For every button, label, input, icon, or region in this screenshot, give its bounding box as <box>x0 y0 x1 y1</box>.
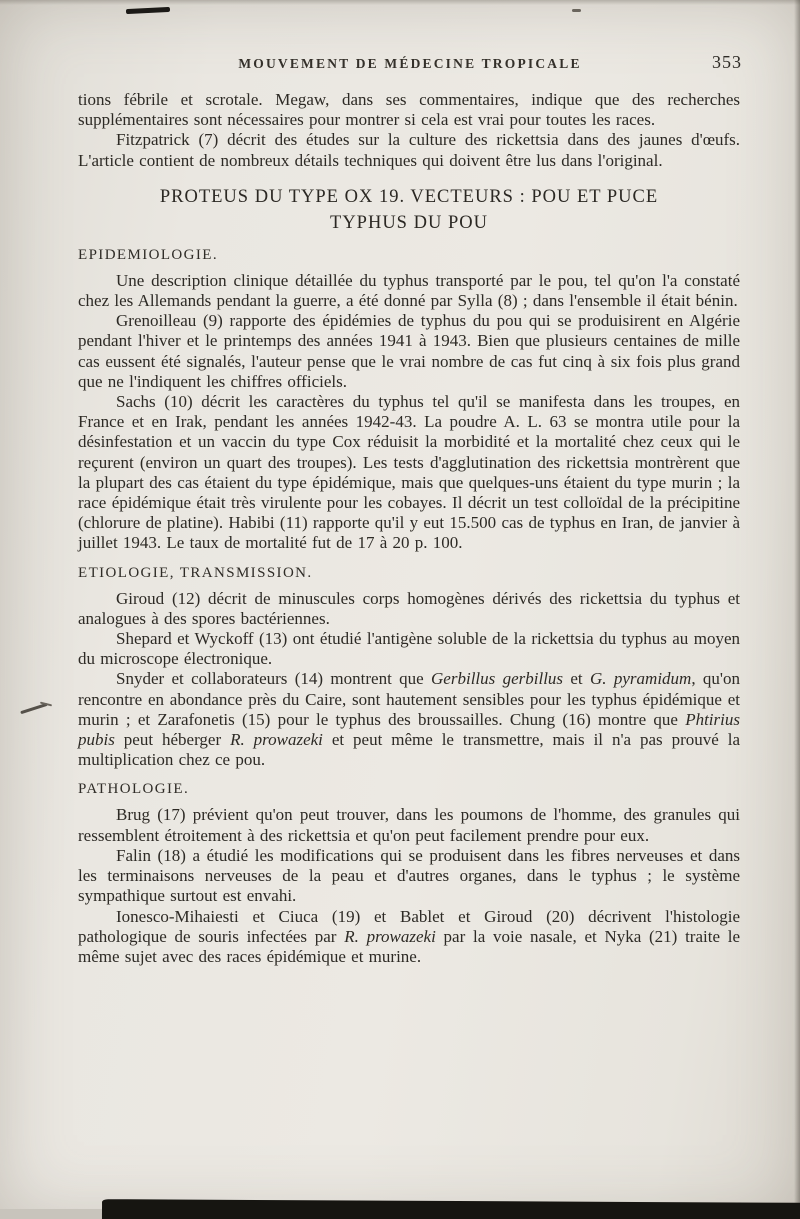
paragraph-etiologie-3: Snyder et collaborateurs (14) montrent que Gerbillus gerbillus et G. pyramidum, qu'on rencontre en abondance près du Caire, sont hautement sensibles pour les typhus épidémique et murin ; et Zarafonetis (15) pour le typhus des broussailles. Chung (16) montre que Phtirius pubis peut héberger R. prowazeki et peut même le transmettre, mais il n'a pas prouvé la multiplication chez ce pou. <box>78 669 741 770</box>
journal-title: MOUVEMENT DE MÉDECINE TROPICALE <box>238 56 582 71</box>
text-column <box>78 90 740 967</box>
paragraph-etiologie-2: Shepard et Wyckoff (13) ont étudié l'antigène soluble de la rickettsia du typhus au moyen du microscope électronique. <box>78 629 740 669</box>
paragraph-pathologie-1: Brug (17) prévient qu'on peut trouver, dans les poumons de l'homme, des granules qui ressemblent étroitement à des rickettsia et qu'on peut facilement prendre pour eux. <box>78 805 740 845</box>
paragraph-etiologie-1: Giroud (12) décrit de minuscules corps homogènes dérivés des rickettsia du typhus et analogues à des spores bactériennes. <box>78 588 740 628</box>
section-heading-epidemiologie: EPIDEMIOLOGIE. <box>78 246 218 263</box>
page-number: 353 <box>712 52 742 72</box>
scan-bottom-strip <box>0 1209 118 1219</box>
paragraph-pathologie-2: Falin (18) a étudié les modifications qui se produisent dans les fibres nerveuses et dans les terminaisons nerveuses de la peau et d'autres organes, dans le typhus ; le système sympathique surtout est envahi. <box>78 845 740 906</box>
chapter-heading-line2: TYPHUS DU POU <box>330 212 488 233</box>
page-header <box>78 52 742 80</box>
chapter-heading <box>78 184 740 236</box>
paragraph-intro-1: tions fébrile et scrotale. Megaw, dans ses commentaires, indique que des recherches supplémentaires sont nécessaires pour montrer si cela est vrai pour toutes les races. <box>78 90 740 130</box>
chapter-heading-line1: PROTEUS DU TYPE OX 19. VECTEURS : POU ET PUCE <box>159 186 659 207</box>
scan-right-edge-shadow <box>794 0 800 1219</box>
scan-bottom-black-bar <box>102 1199 800 1219</box>
paragraph-intro-2: Fitzpatrick (7) décrit des études sur la culture des rickettsia dans des jaunes d'œufs. L'article contient de nombreux détails techniques qui doivent être lus dans l'original. <box>78 130 740 170</box>
scan-artifact-margin-mark <box>40 702 52 707</box>
scan-artifact-margin-mark <box>20 703 48 715</box>
paragraph-epidemiologie-3: Sachs (10) décrit les caractères du typhus tel qu'il se manifesta dans les troupes, en France et en Irak, pendant les années 1942-43. La poudre A. L. 63 se montra utile pour la désinfestation et un vaccin du type Cox réduisit la morbidité et la mortalité chez ceux qui le reçurent (environ un quart des troupes). Les tests d'agglutination des rickettsia montrèrent que la plupart des cas étaient du type épidémique, mais que quelques-uns étaient du type murin ; la race épidémique était très virulente pour les cobayes. Il décrit un test colloïdal de la précipitine (chlorure de platine). Habibi (11) rapporte qu'il y eut 15.500 cas de typhus en Iran, de janvier à juillet 1943. Le taux de mortalité fut de 17 à 20 p. 100. <box>78 392 740 553</box>
scan-artifact-top-dash <box>126 7 170 14</box>
paragraph-pathologie-3: Ionesco-Mihaiesti et Ciuca (19) et Bablet et Giroud (20) décrivent l'histologie pathologique de souris infectées par R. prowazeki par la voie nasale, et Nyka (21) traite le même sujet avec des races épidémique et murine. <box>78 906 740 966</box>
section-heading-etiologie: ETIOLOGIE, TRANSMISSION. <box>78 564 313 581</box>
paragraph-epidemiologie-1: Une description clinique détaillée du typhus transporté par le pou, tel qu'on l'a constaté chez les Allemands pendant la guerre, a été donné par Sylla (8) ; dans l'ensemble il était bénin. <box>78 270 740 311</box>
scan-top-edge-shadow <box>0 0 800 5</box>
paragraph-epidemiologie-2: Grenoilleau (9) rapporte des épidémies de typhus du pou qui se produisirent en Algérie pendant l'hiver et le printemps des années 1941 à 1943. Bien que plusieurs centaines de mille cas eussent été signalés, l'auteur pense que le vrai nombre de cas fut cinq à six fois plus grand que ne l'indiquent les chiffres officiels. <box>78 311 740 391</box>
section-heading-pathologie: PATHOLOGIE. <box>78 781 190 798</box>
scan-artifact-top-speck <box>572 9 581 12</box>
